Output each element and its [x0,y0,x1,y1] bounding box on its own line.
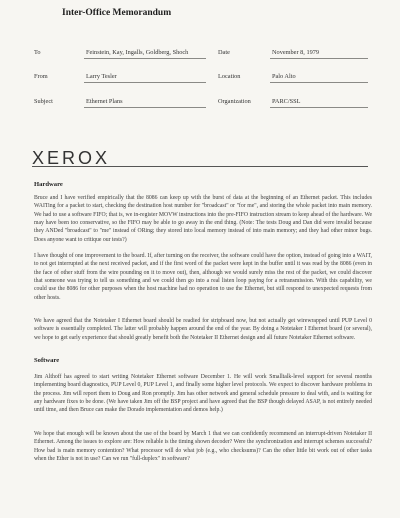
from-underline [84,82,206,83]
date-label: Date [218,49,230,56]
paragraph: We hope that enough will be known about the use of the board by March 1 that we can confidently recommend an interrupt-driven Notetaker II Ethernet. Among the issues to explore are: How reliable is the timing shown decoder? Were the synchronization and interrupt schemes successful? How bad is main memory contention? What processor will do what job (e.g., who checksums)? Can the other little bit work out of other tasks when the Ether is not in use? Can we run "full-duplex" in software? [34,431,372,463]
memo-title: Inter-Office Memorandum [62,8,172,18]
paragraph: I have thought of one improvement to the board. If, after turning on the receiver, the software could have the option, instead of going into a WAIT, to not get interrupted at the next received packet, and if the first word of the packet were kept in the buffer until it was read by the 8086 (even in the face of other stuff from the wire pounding on it to move out), then, although we would surely miss the rest of the packet, we could discover that someone was trying to tell us something and we could then go into a real listen loop paying for a retransmission. With this capability, we could use the 8086 for other purposes when the host machine had no operation to use the Ethernet, but still respond to unexpected requests from other hosts. [34,253,372,301]
from-value: Larry Tesler [86,73,117,80]
organization-label: Organization [218,98,251,105]
date-underline [270,58,368,59]
subject-label: Subject [34,98,53,105]
location-label: Location [218,73,241,80]
section-heading-software: Software [34,357,60,364]
location-value: Palo Alto [272,73,296,80]
paragraph: Bruce and I have verified empirically that the 8086 can keep up with the burst of data at the beginning of an Ethernet packet. This includes WAITing for a packet to start, checking the destination host number for "broadcast" or "for me", and storing the whole packet into main memory. We had to use a software FIFO; that is, we in-register MOVW instructions into the pre-FIFO instruction stream to keep ahead of the hardware. We may have been too conservative, so the FIFO may be able to go away in the end thing. (Note: The tests Doug and Dan did were invalid because they ANDed "broadcast" to "me" instead of ORing; they stored into local memory instead of into main memory; and they had other minor bugs. Does anyone want to critique our tests?) [34,195,372,243]
location-underline [270,82,368,83]
paragraph: We have agreed that the Notetaker I Ethernet board should be readied for stripboard now, but not actually get wirewrapped until PUP Level 0 software is essentially completed. The latter will probably happen around the end of the year. By doing a Notetaker I Ethernet board (or several), we hope to get early experience that should greatly benefit both the Notetaker II Ethernet design and all future Notetaker Ethernet software. [34,318,372,341]
subject-underline [84,107,206,108]
to-label: To [34,49,41,56]
section-heading-hardware: Hardware [34,181,63,188]
to-underline [84,58,206,59]
organization-underline [270,107,368,108]
date-value: November 8, 1979 [272,49,320,56]
subject-value: Ethernet Plans [86,98,123,105]
paragraph: Jim Althoff has agreed to start writing Notetaker Ethernet software December 1. He will work Smalltalk-level support for several months implementing board diagnostics, PUP Level 0, PUP Level 1, and finally some higher level protocols. We expect to discover hardware problems in the process. Jim will report them to Doug and Ron promptly. Jim has other network and general schedule pressure to deal with, and is waiting for any hardware fixes to be done. (We have taken Jim off the BSP project and have agreed that the BSP though delayed ASAP, is not entirely needed until time, and then Bruce can make the Dorado implementation and demos help.) [34,374,372,414]
to-value: Feinstein, Kay, Ingalls, Goldberg, Shoch [86,49,189,56]
from-label: From [34,73,48,80]
xerox-logo: XEROX [32,148,111,168]
organization-value: PARC/SSL [272,98,301,105]
logo-rule [32,166,368,167]
